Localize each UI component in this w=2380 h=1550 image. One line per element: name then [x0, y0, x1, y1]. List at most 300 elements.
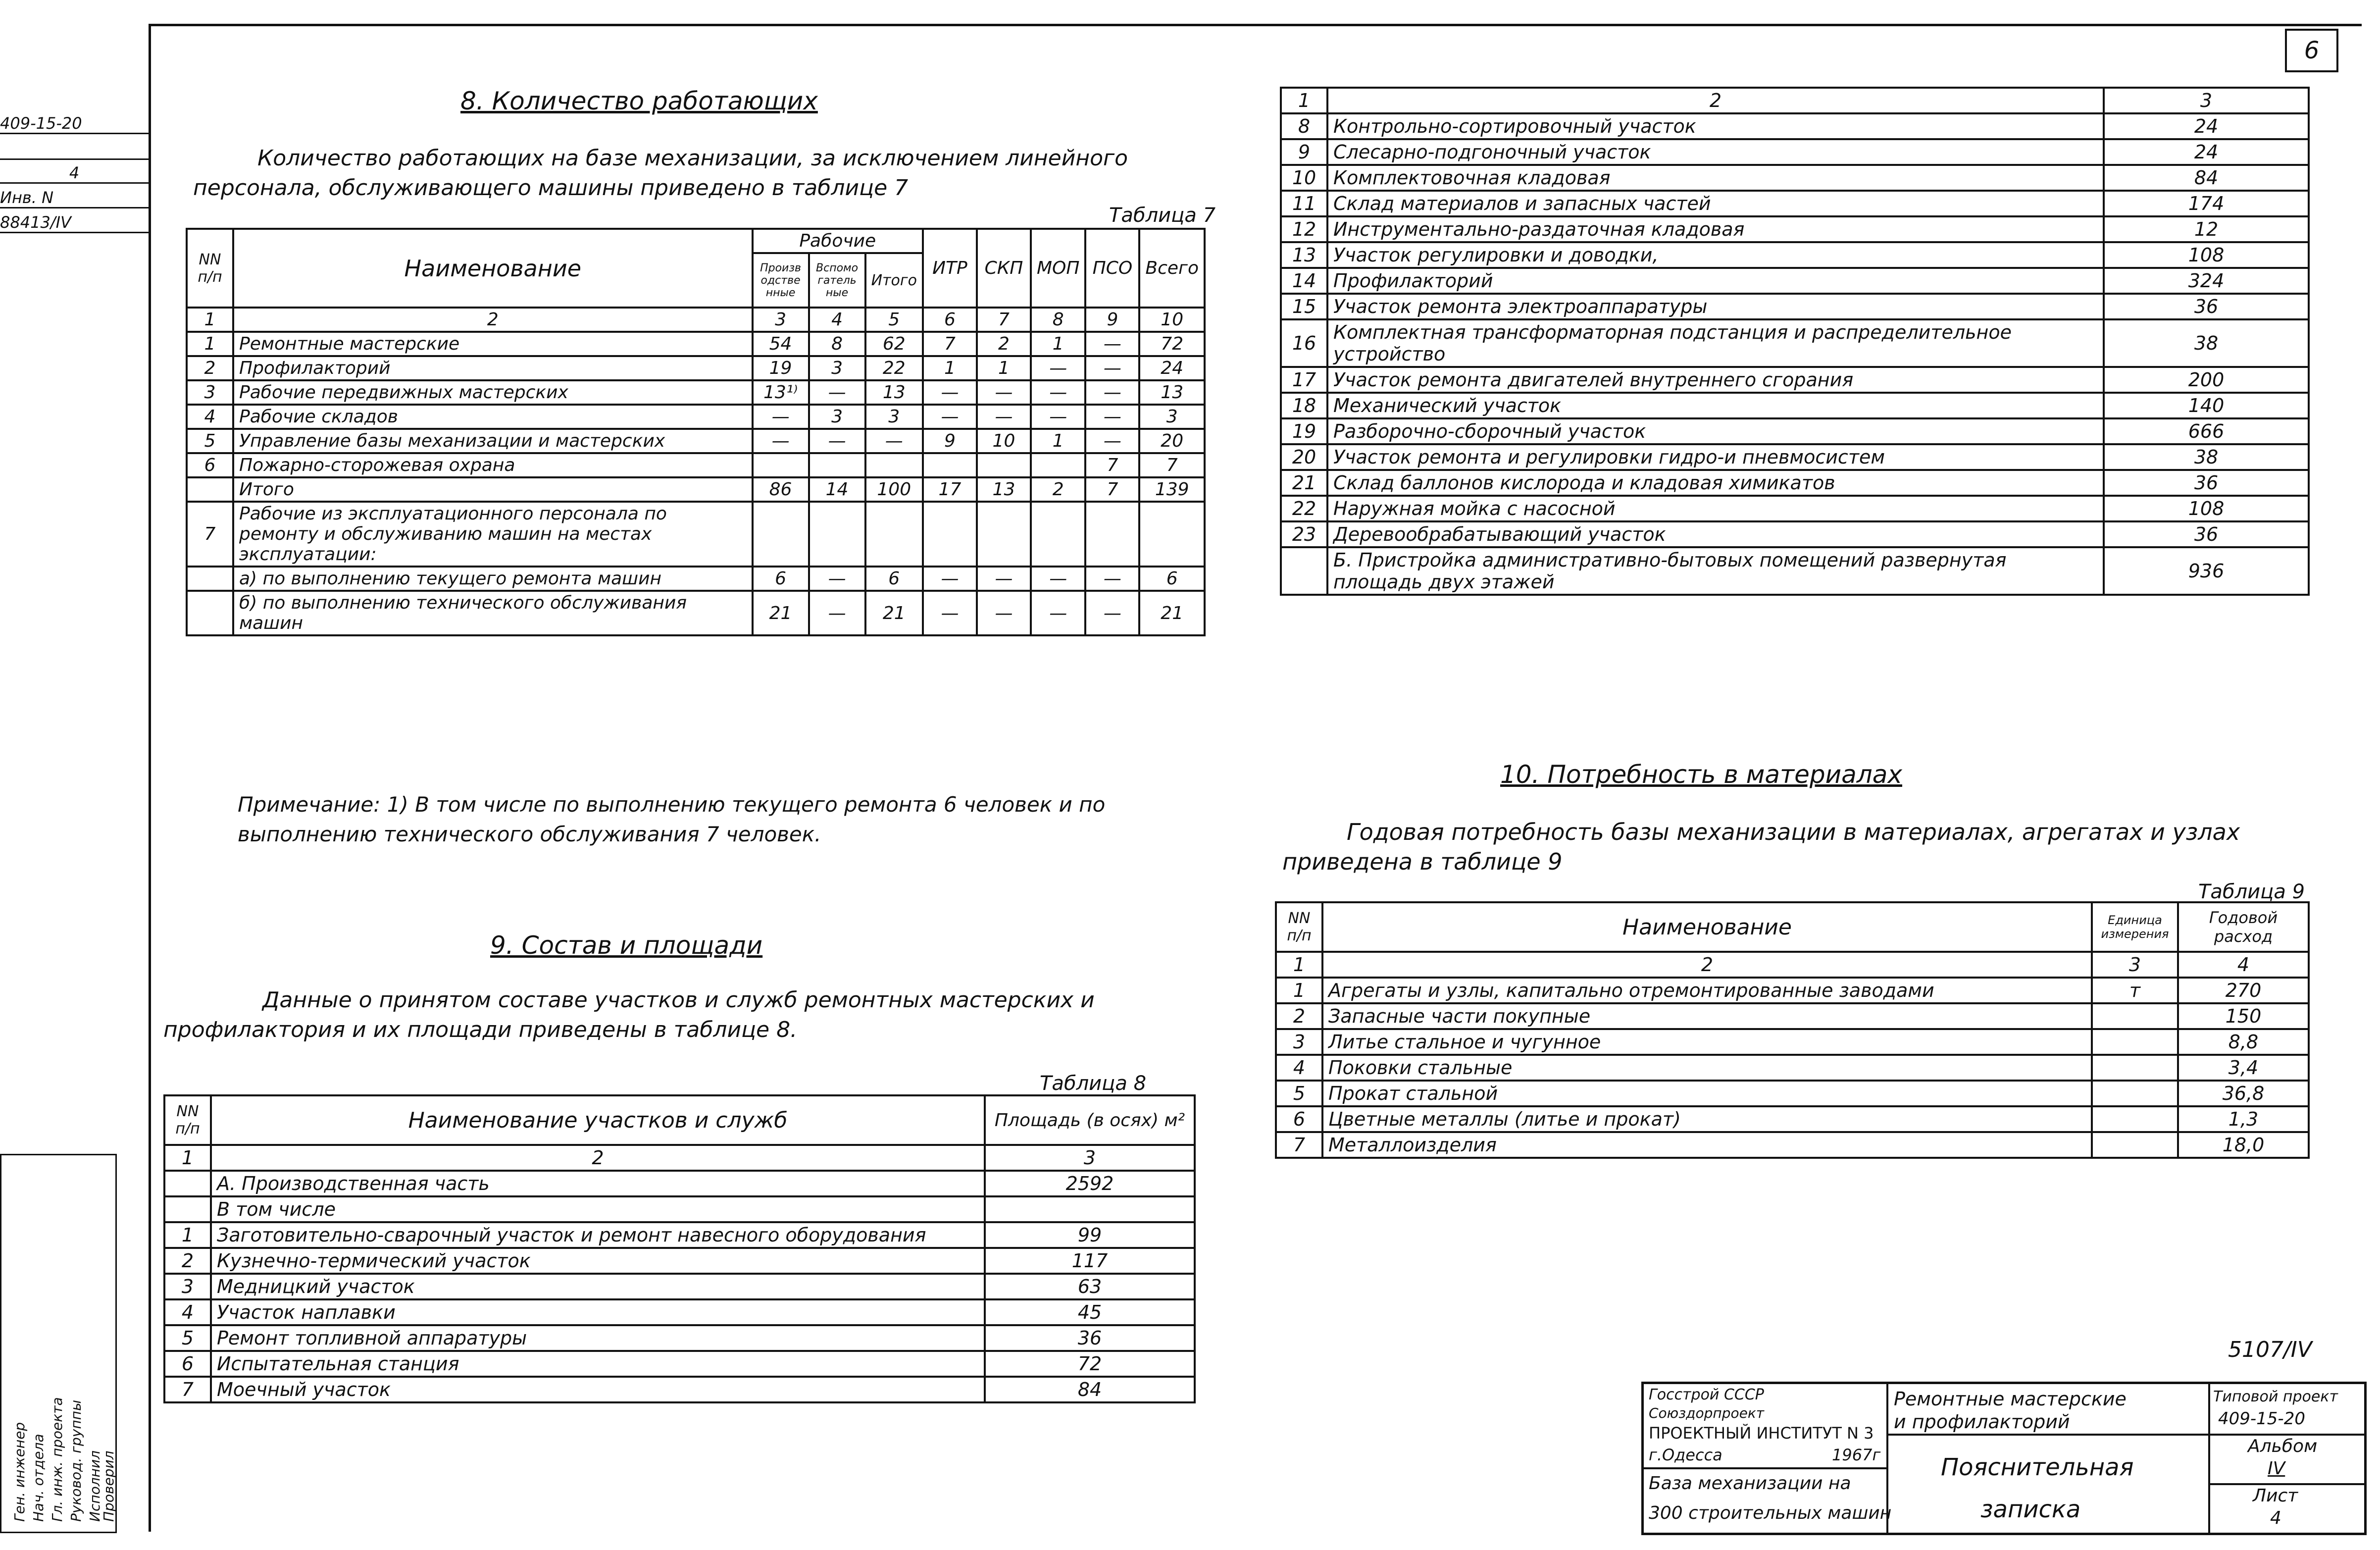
t8c-cell: 19 — [1281, 418, 1327, 444]
t8-row — [164, 1196, 1195, 1222]
t7-cell: — — [1085, 567, 1139, 591]
t7-cell: — — [1031, 356, 1085, 380]
t9-cell — [2092, 1003, 2178, 1029]
t7-cell: — — [977, 591, 1031, 635]
t7-cell: — — [753, 429, 809, 453]
t8-h-area: Площадь (в осях) м² — [985, 1095, 1195, 1145]
t8c-cell: Деревообрабатывающий участок — [1327, 521, 2104, 547]
t8c-cell: Разборочно-сборочный участок — [1327, 418, 2104, 444]
t7-h-total: Итого — [865, 253, 923, 308]
t7-cell — [923, 502, 977, 567]
t7-h-itr: ИТР — [923, 229, 977, 308]
t8c-colnum: 1 — [1281, 88, 1327, 113]
stamp-object2: 300 строительных машин — [1649, 1503, 1892, 1523]
t9-row — [1276, 978, 2309, 1003]
t8c-cell: Склад материалов и запасных частей — [1327, 191, 2104, 216]
t8c-cell: 15 — [1281, 294, 1327, 319]
t8-cell: В том числе — [211, 1196, 985, 1222]
t8c-row — [1281, 242, 2309, 268]
t7-cell — [865, 502, 923, 567]
t8-cell: 63 — [985, 1274, 1195, 1299]
t8-row — [164, 1377, 1195, 1402]
t8-cell: 99 — [985, 1222, 1195, 1248]
t8c-cell: Комплектовочная кладовая — [1327, 165, 2104, 191]
t8c-cell: 16 — [1281, 319, 1327, 367]
t7-cell: 100 — [865, 477, 923, 502]
note-text: 1) В том числе по выполнению текущего ремонта 6 человек и по выполнению технического обслуживания 7 человек. — [238, 792, 1106, 846]
t7-cell: 1 — [923, 356, 977, 380]
t8c-cell: 140 — [2104, 393, 2309, 418]
t9-h-unit: Единица измерения — [2092, 902, 2178, 952]
t7-cell — [809, 502, 865, 567]
t7-row — [187, 380, 1205, 405]
t9-cell: Литье стальное и чугунное — [1322, 1029, 2092, 1055]
t7-h-nn: NN п/п — [187, 229, 233, 308]
signature-role: Ген. инженер — [11, 1422, 28, 1522]
t8-cell: Испытательная станция — [211, 1351, 985, 1377]
t9-row — [1276, 1003, 2309, 1029]
t8c-cell: 14 — [1281, 268, 1327, 294]
t8c-cell: Инструментально-раздаточная кладовая — [1327, 216, 2104, 242]
t9-cell: 270 — [2178, 978, 2309, 1003]
signature-role: Гл. инж. проекта — [49, 1397, 65, 1522]
t8-cell — [164, 1171, 211, 1196]
t8c-row — [1281, 367, 2309, 393]
t8c-cell — [1281, 547, 1327, 595]
t8c-cell: 84 — [2104, 165, 2309, 191]
t8c-row — [1281, 496, 2309, 521]
t7-cell: — — [809, 567, 865, 591]
t9-cell: 5 — [1276, 1081, 1322, 1106]
t9-row — [1276, 1029, 2309, 1055]
table7-caption: Таблица 7 — [1109, 204, 1216, 227]
t7-cell: 10 — [977, 429, 1031, 453]
t8c-cell: 11 — [1281, 191, 1327, 216]
t9-cell: Поковки стальные — [1322, 1055, 2092, 1081]
t7-cell: 7 — [187, 502, 233, 567]
t8-cell: 2592 — [985, 1171, 1195, 1196]
t8-row — [164, 1299, 1195, 1325]
t7-h-skp: СКП — [977, 229, 1031, 308]
t8c-cell: Контрольно-сортировочный участок — [1327, 113, 2104, 139]
t8c-cell: 38 — [2104, 444, 2309, 470]
stamp-project-no: 409-15-20 — [2218, 1409, 2305, 1429]
t7-cell: — — [977, 380, 1031, 405]
t7-cell: — — [809, 591, 865, 635]
t7-row — [187, 477, 1205, 502]
t7-colnum: 10 — [1139, 308, 1205, 332]
t8c-row — [1281, 139, 2309, 165]
t7-cell: — — [1085, 405, 1139, 429]
t8c-cell: 36 — [2104, 470, 2309, 496]
t7-row — [187, 453, 1205, 477]
t8c-row — [1281, 444, 2309, 470]
t9-cell: 1 — [1276, 978, 1322, 1003]
t7-cell: Управление базы механизации и мастерских — [233, 429, 753, 453]
t8-cell: А. Производственная часть — [211, 1171, 985, 1196]
stamp-title1: Ремонтные мастерские — [1894, 1388, 2127, 1410]
t7-cell: 7 — [1139, 453, 1205, 477]
stamp-org3: ПРОЕКТНЫЙ ИНСТИТУТ N 3 — [1649, 1424, 1874, 1443]
t7-colnum: 5 — [865, 308, 923, 332]
t8c-cell: 666 — [2104, 418, 2309, 444]
t9-row — [1276, 1106, 2309, 1132]
t8c-cell: 23 — [1281, 521, 1327, 547]
t7-h-all: Всего — [1139, 229, 1205, 308]
t7-cell: 1 — [977, 356, 1031, 380]
t7-cell: 6 — [753, 567, 809, 591]
t8-colnum: 2 — [211, 1145, 985, 1171]
t8-cell: Заготовительно-сварочный участок и ремонт навесного оборудования — [211, 1222, 985, 1248]
t8-row — [164, 1248, 1195, 1274]
t8-cell: Моечный участок — [211, 1377, 985, 1402]
t7-cell: 7 — [1085, 477, 1139, 502]
t7-cell: 54 — [753, 332, 809, 356]
t7-cell: 4 — [187, 405, 233, 429]
t7-cell: — — [1085, 591, 1139, 635]
t8-cell: 1 — [164, 1222, 211, 1248]
t9-cell: 150 — [2178, 1003, 2309, 1029]
t8c-cell: 324 — [2104, 268, 2309, 294]
t7-row — [187, 567, 1205, 591]
stamp-org2: Союздорпроект — [1649, 1405, 1765, 1421]
stamp-project-label: Типовой проект — [2213, 1388, 2338, 1405]
t8-cell: 5 — [164, 1325, 211, 1351]
t7-cell: 13 — [865, 380, 923, 405]
t7-cell — [1031, 453, 1085, 477]
t8-row — [164, 1351, 1195, 1377]
t7-cell — [187, 591, 233, 635]
t7-cell — [1139, 502, 1205, 567]
note-label: Примечание: — [238, 792, 381, 817]
t9-cell — [2092, 1081, 2178, 1106]
left-tab-line: 409-15-20 — [0, 114, 149, 134]
t8c-row — [1281, 294, 2309, 319]
t7-cell: 6 — [187, 453, 233, 477]
t7-h-name: Наименование — [233, 229, 753, 308]
t8c-cell: Наружная мойка с насосной — [1327, 496, 2104, 521]
t8c-cell: Участок ремонта электроаппаратуры — [1327, 294, 2104, 319]
t7-cell: — — [923, 405, 977, 429]
t7-cell: 1 — [1031, 332, 1085, 356]
t7-row — [187, 332, 1205, 356]
t7-cell: — — [923, 567, 977, 591]
section9-title: 9. Состав и площади — [490, 931, 763, 960]
t7-cell — [977, 502, 1031, 567]
t9-cell: 1,3 — [2178, 1106, 2309, 1132]
t9-colnum: 3 — [2092, 952, 2178, 978]
t7-h-aux: Вспомогательные — [809, 253, 865, 308]
t8-cell — [985, 1196, 1195, 1222]
t7-cell — [1085, 502, 1139, 567]
t8-row — [164, 1325, 1195, 1351]
t8c-colnum: 3 — [2104, 88, 2309, 113]
t7-cell: 13 — [977, 477, 1031, 502]
t9-cell: 8,8 — [2178, 1029, 2309, 1055]
t7-cell: Рабочие складов — [233, 405, 753, 429]
t8c-cell: 22 — [1281, 496, 1327, 521]
t8c-cell: 936 — [2104, 547, 2309, 595]
t9-row — [1276, 1055, 2309, 1081]
t8-cell: Участок наплавки — [211, 1299, 985, 1325]
t9-cell: 3,4 — [2178, 1055, 2309, 1081]
t9-cell: 3 — [1276, 1029, 1322, 1055]
left-tab-line: 88413/IV — [0, 213, 149, 233]
t8c-cell: 36 — [2104, 294, 2309, 319]
t8c-cell: 24 — [2104, 139, 2309, 165]
t8-colnum: 3 — [985, 1145, 1195, 1171]
table8 — [163, 1094, 1196, 1403]
left-tab — [0, 114, 153, 253]
t7-cell: Пожарно-сторожевая охрана — [233, 453, 753, 477]
t8c-cell: 13 — [1281, 242, 1327, 268]
t8-cell: 84 — [985, 1377, 1195, 1402]
t7-cell: 62 — [865, 332, 923, 356]
section10-intro: Годовая потребность базы механизации в материалах, агрегатах и узлах приведена в таблице 9 — [1282, 819, 2240, 875]
t8c-cell: Участок регулировки и доводки, — [1327, 242, 2104, 268]
t9-cell: 18,0 — [2178, 1132, 2309, 1158]
t8-cell — [164, 1196, 211, 1222]
t8c-cell: 18 — [1281, 393, 1327, 418]
t7-cell: — — [753, 405, 809, 429]
t9-cell: Цветные металлы (литье и прокат) — [1322, 1106, 2092, 1132]
t8c-cell: 174 — [2104, 191, 2309, 216]
t8c-row — [1281, 216, 2309, 242]
signature-role: Проверил — [101, 1450, 117, 1522]
t7-cell: Рабочие передвижных мастерских — [233, 380, 753, 405]
t8-cell: Кузнечно-термический участок — [211, 1248, 985, 1274]
left-tab-line: Инв. N — [0, 188, 149, 208]
t8c-cell: 24 — [2104, 113, 2309, 139]
signature-block — [0, 1154, 117, 1533]
t8c-row — [1281, 418, 2309, 444]
t7-cell — [923, 453, 977, 477]
t9-row — [1276, 1081, 2309, 1106]
t9-cell: т — [2092, 978, 2178, 1003]
t7-cell: 139 — [1139, 477, 1205, 502]
t8c-row — [1281, 470, 2309, 496]
t8c-cell: 12 — [1281, 216, 1327, 242]
t7-colnum: 1 — [187, 308, 233, 332]
t7-cell: — — [923, 591, 977, 635]
t8c-cell: Комплектная трансформаторная подстанция и распределительное устройство — [1327, 319, 2104, 367]
t7-row — [187, 429, 1205, 453]
signature-role: Нач. отдела — [30, 1434, 47, 1522]
t8-cell: 7 — [164, 1377, 211, 1402]
t8-colnum: 1 — [164, 1145, 211, 1171]
t9-row — [1276, 1132, 2309, 1158]
t8c-cell: 108 — [2104, 242, 2309, 268]
t9-cell: 4 — [1276, 1055, 1322, 1081]
t8c-cell: 8 — [1281, 113, 1327, 139]
t9-cell: Запасные части покупные — [1322, 1003, 2092, 1029]
t9-h-name: Наименование — [1322, 902, 2092, 952]
t7-cell — [977, 453, 1031, 477]
t9-colnum: 4 — [2178, 952, 2309, 978]
t7-h-mop: МОП — [1031, 229, 1085, 308]
t7-cell: Итого — [233, 477, 753, 502]
t7-h-pso: ПСО — [1085, 229, 1139, 308]
t7-cell: 8 — [809, 332, 865, 356]
t7-cell: 7 — [1085, 453, 1139, 477]
t7-cell: 72 — [1139, 332, 1205, 356]
stamp-doctype2: записка — [1980, 1496, 2081, 1523]
stamp-object1: База механизации на — [1649, 1473, 1851, 1494]
t7-cell — [1031, 502, 1085, 567]
t7-row — [187, 356, 1205, 380]
stamp-album-label: Альбом — [2248, 1436, 2318, 1456]
t7-cell: 3 — [809, 356, 865, 380]
t7-cell: 86 — [753, 477, 809, 502]
table9-caption: Таблица 9 — [2198, 880, 2305, 903]
t8-cell: Медницкий участок — [211, 1274, 985, 1299]
section8-title: 8. Количество работающих — [460, 87, 818, 115]
t8c-cell: Профилакторий — [1327, 268, 2104, 294]
signature-role: Руковод. группы — [68, 1399, 84, 1522]
t7-cell: Профилакторий — [233, 356, 753, 380]
t7-row — [187, 591, 1205, 635]
t7-cell: 13 — [1139, 380, 1205, 405]
stamp-year: 1967г — [1832, 1446, 1881, 1464]
t7-cell: — — [809, 429, 865, 453]
t8c-cell: 12 — [2104, 216, 2309, 242]
t7-cell — [187, 477, 233, 502]
t7-cell: Ремонтные мастерские — [233, 332, 753, 356]
signature-role: Исполнил — [87, 1450, 103, 1522]
t9-cell: 7 — [1276, 1132, 1322, 1158]
t8c-cell: 36 — [2104, 521, 2309, 547]
section9-intro: Данные о принятом составе участков и служб ремонтных мастерских и профилактория и их площади приведены в таблице 8. — [163, 987, 1095, 1042]
left-tab-line: 4 — [0, 163, 149, 184]
t8-cell: 117 — [985, 1248, 1195, 1274]
stamp-album-no: IV — [2268, 1458, 2285, 1479]
t8c-cell: 17 — [1281, 367, 1327, 393]
t7-cell: 3 — [1139, 405, 1205, 429]
t8c-cell: Механический участок — [1327, 393, 2104, 418]
t8c-row — [1281, 268, 2309, 294]
t7-cell: — — [1031, 591, 1085, 635]
t8c-row — [1281, 191, 2309, 216]
t7-cell: — — [865, 429, 923, 453]
t8c-row — [1281, 113, 2309, 139]
t7-cell: 1 — [1031, 429, 1085, 453]
t9-h-nn: NN п/п — [1276, 902, 1322, 952]
t7-cell: 2 — [187, 356, 233, 380]
table7-note — [238, 790, 1178, 849]
stamp-title2: и профилакторий — [1894, 1411, 2070, 1433]
table7 — [186, 228, 1206, 636]
t9-cell — [2092, 1132, 2178, 1158]
t9-cell — [2092, 1029, 2178, 1055]
t8-row — [164, 1171, 1195, 1196]
t7-cell: — — [977, 405, 1031, 429]
t7-cell — [187, 567, 233, 591]
t7-cell: 7 — [923, 332, 977, 356]
t8c-cell: 200 — [2104, 367, 2309, 393]
t8-h-name: Наименование участков и служб — [211, 1095, 985, 1145]
t7-colnum: 7 — [977, 308, 1031, 332]
t8c-cell: 21 — [1281, 470, 1327, 496]
t8-cell: 72 — [985, 1351, 1195, 1377]
t7-cell: — — [1031, 567, 1085, 591]
t7-cell: 9 — [923, 429, 977, 453]
t8c-cell: Склад баллонов кислорода и кладовая химикатов — [1327, 470, 2104, 496]
stamp-doctype1: Пояснительная — [1941, 1453, 2134, 1481]
t7-cell: 17 — [923, 477, 977, 502]
t8c-cell: Б. Пристройка административно-бытовых помещений развернутая площадь двух этажей — [1327, 547, 2104, 595]
stamp-org1: Госстрой СССР — [1649, 1386, 1764, 1403]
t8-row — [164, 1222, 1195, 1248]
t8c-row — [1281, 319, 2309, 367]
stamp-sheet-label: Лист — [2253, 1486, 2298, 1506]
t8c-cell: 108 — [2104, 496, 2309, 521]
t7-cell: б) по выполнению технического обслуживания машин — [233, 591, 753, 635]
t7-cell: 2 — [1031, 477, 1085, 502]
left-tab-line — [0, 139, 149, 160]
t7-row — [187, 405, 1205, 429]
t7-cell: 14 — [809, 477, 865, 502]
t7-cell: 3 — [809, 405, 865, 429]
t7-cell: 2 — [977, 332, 1031, 356]
t7-cell: 24 — [1139, 356, 1205, 380]
t8-row — [164, 1274, 1195, 1299]
t9-cell: Прокат стальной — [1322, 1081, 2092, 1106]
t8-cell: 6 — [164, 1351, 211, 1377]
t7-cell: — — [809, 380, 865, 405]
t9-cell: Агрегаты и узлы, капитально отремонтированные заводами — [1322, 978, 2092, 1003]
t7-cell: — — [1085, 429, 1139, 453]
t9-cell — [2092, 1055, 2178, 1081]
t7-colnum: 9 — [1085, 308, 1139, 332]
t8c-cell: Участок ремонта двигателей внутреннего сгорания — [1327, 367, 2104, 393]
t7-cell: — — [923, 380, 977, 405]
t7-cell: 3 — [865, 405, 923, 429]
section10-title: 10. Потребность в материалах — [1500, 760, 1902, 789]
t9-colnum: 1 — [1276, 952, 1322, 978]
t8c-row — [1281, 521, 2309, 547]
t7-row — [187, 502, 1205, 567]
t9-colnum: 2 — [1322, 952, 2092, 978]
t7-cell: 5 — [187, 429, 233, 453]
table8-caption: Таблица 8 — [1040, 1072, 1147, 1095]
t7-cell: — — [1031, 380, 1085, 405]
t9-cell: 36,8 — [2178, 1081, 2309, 1106]
t7-colnum: 2 — [233, 308, 753, 332]
t8-cell: 3 — [164, 1274, 211, 1299]
t8-cell: 2 — [164, 1248, 211, 1274]
t8c-cell: 9 — [1281, 139, 1327, 165]
t8c-cell: 10 — [1281, 165, 1327, 191]
sheet-number: 6 — [2285, 29, 2338, 72]
t7-cell: — — [1031, 405, 1085, 429]
t9-cell: Металлоизделия — [1322, 1132, 2092, 1158]
t7-colnum: 3 — [753, 308, 809, 332]
t8c-cell: 38 — [2104, 319, 2309, 367]
t8-cell: 45 — [985, 1299, 1195, 1325]
t7-cell — [753, 453, 809, 477]
t7-cell: Рабочие из эксплуатационного персонала по ремонту и обслуживанию машин на местах эксплуатации: — [233, 502, 753, 567]
t8-cell: 36 — [985, 1325, 1195, 1351]
t7-cell: — — [977, 567, 1031, 591]
t8c-cell: 20 — [1281, 444, 1327, 470]
t7-colnum: 4 — [809, 308, 865, 332]
t7-cell — [753, 502, 809, 567]
t8c-row — [1281, 393, 2309, 418]
table8-continuation — [1280, 87, 2310, 596]
t8-cell: Ремонт топливной аппаратуры — [211, 1325, 985, 1351]
t7-cell: 21 — [753, 591, 809, 635]
t7-h-prod: Производственные — [753, 253, 809, 308]
